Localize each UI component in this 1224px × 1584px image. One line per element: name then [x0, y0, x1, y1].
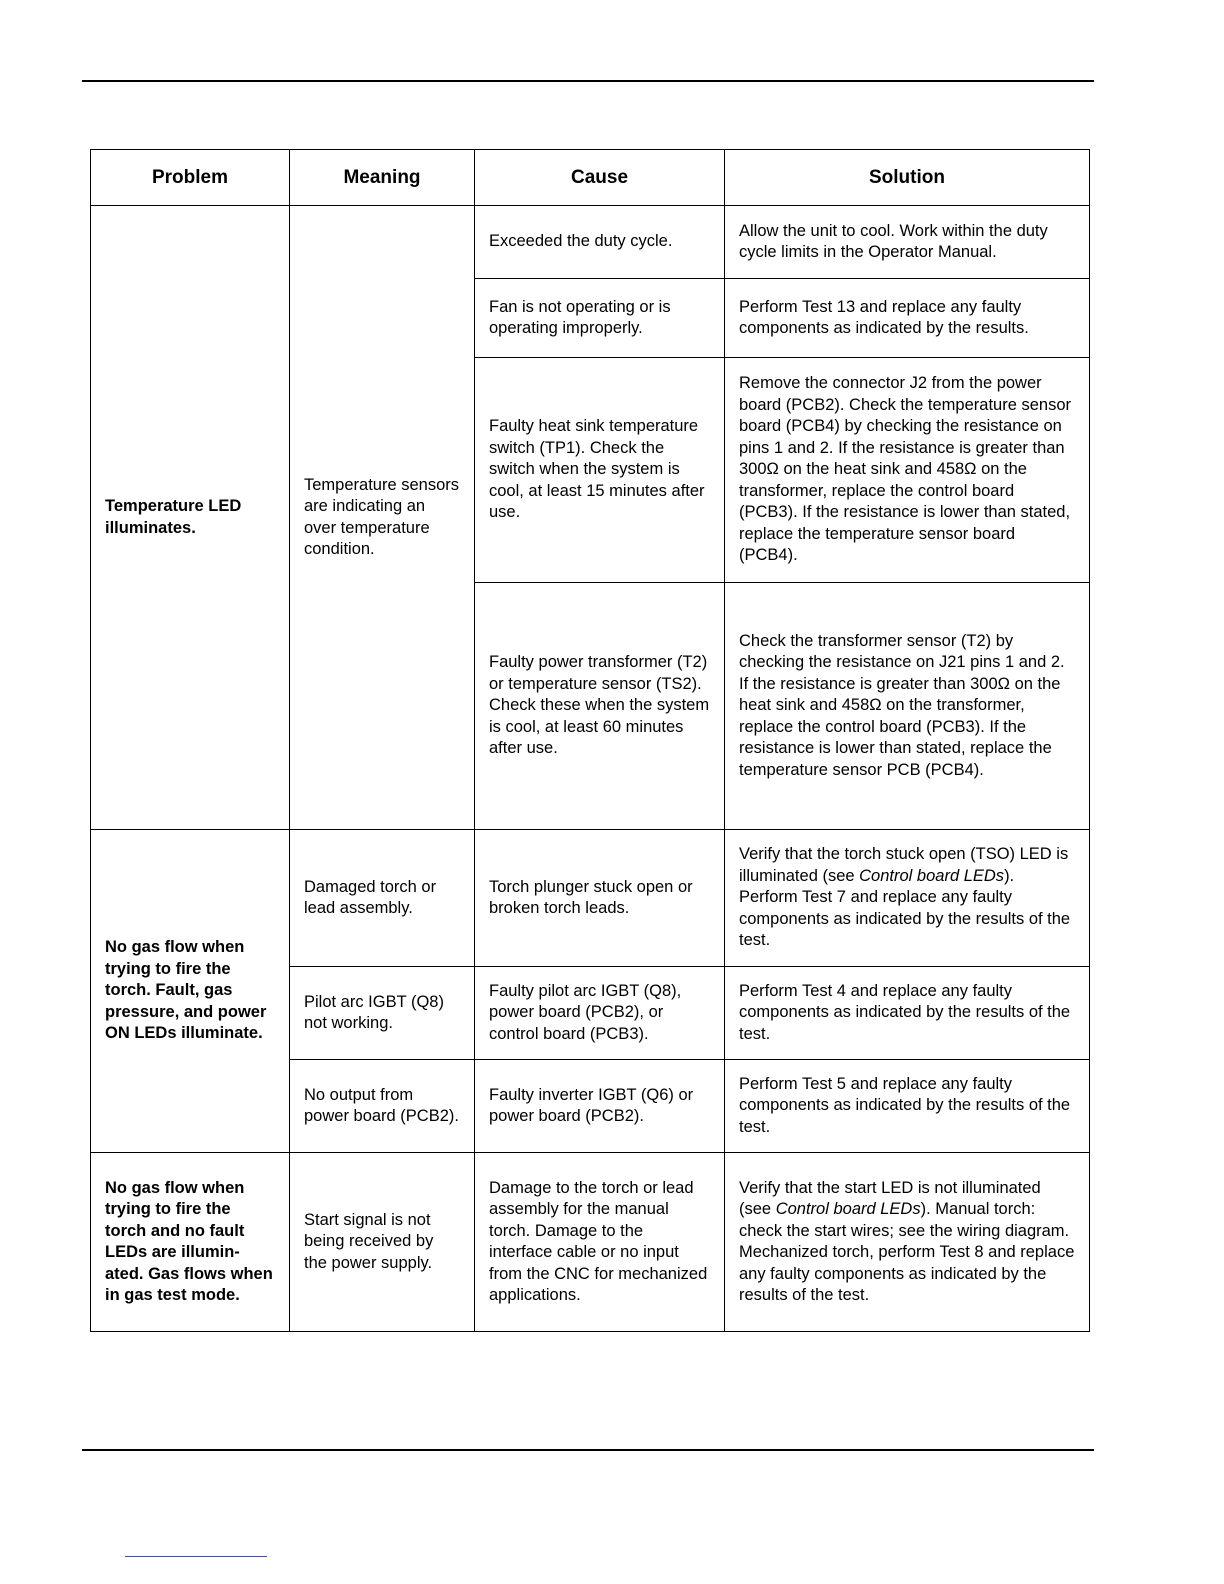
- solution-cell: Remove the connector J2 from the power board (PCB2). Check the temperature sensor board (PCB4) by checking the resistance on pins 1 and 2. If the resistance is greater than 300Ω on the heat sink and 458Ω on the transformer, replace the control board (PCB3). If the resistance is lower than stated, replace the temperature sensor board (PCB4).: [725, 358, 1090, 583]
- solution-cell: [725, 830, 1090, 967]
- solution-cell: Perform Test 13 and replace any faulty components as indicated by the results.: [725, 279, 1090, 358]
- cause-cell: Torch plunger stuck open or broken torch leads.: [475, 830, 725, 967]
- meaning-cell: Start signal is not being received by the power supply.: [290, 1153, 475, 1332]
- troubleshooting-table: [90, 149, 1090, 1332]
- table-row: [91, 1153, 1090, 1332]
- problem-cell: Temperature LED illuminates.: [91, 206, 290, 830]
- cause-cell: Fan is not operating or is operating improperly.: [475, 279, 725, 358]
- header-cause: Cause: [475, 150, 725, 206]
- solution-text: Verify that the start LED is not illuminated (see: [739, 1178, 1041, 1218]
- problem-cell: No gas flow when trying to fire the torch and no fault LEDs are illumin-ated. Gas flows when in gas test mode.: [91, 1153, 290, 1332]
- table-header-row: [91, 150, 1090, 206]
- solution-cell: Perform Test 4 and replace any faulty components as indicated by the results of the test.: [725, 967, 1090, 1060]
- footer-link-underline: [125, 1556, 267, 1557]
- cause-cell: Faulty power transformer (T2) or temperature sensor (TS2). Check these when the system is cool, at least 60 minutes after use.: [475, 583, 725, 830]
- cause-cell: Exceeded the duty cycle.: [475, 206, 725, 279]
- solution-text: ). Perform Test 7 and replace any faulty components as indicated by the results of the test.: [739, 866, 1071, 950]
- table-row: [91, 206, 1090, 279]
- meaning-cell: Damaged torch or lead assembly.: [290, 830, 475, 967]
- header-problem: Problem: [91, 150, 290, 206]
- header-meaning: Meaning: [290, 150, 475, 206]
- footer-rule: [82, 1449, 1094, 1451]
- header-rule: [82, 80, 1094, 82]
- cause-cell: Faulty inverter IGBT (Q6) or power board (PCB2).: [475, 1060, 725, 1153]
- solution-cell: Allow the unit to cool. Work within the duty cycle limits in the Operator Manual.: [725, 206, 1090, 279]
- solution-text: ). Manual torch: check the start wires; see the wiring diagram. Mechanized torch, perform Test 8 and replace any faulty components as indicated by the results of the test.: [739, 1200, 1075, 1304]
- header-solution: Solution: [725, 150, 1090, 206]
- meaning-cell: Temperature sensors are indicating an over temperature condition.: [290, 206, 475, 830]
- meaning-cell: Pilot arc IGBT (Q8) not working.: [290, 967, 475, 1060]
- cause-cell: Faulty heat sink temperature switch (TP1). Check the switch when the system is cool, at least 15 minutes after use.: [475, 358, 725, 583]
- solution-cell: Check the transformer sensor (T2) by checking the resistance on J21 pins 1 and 2. If the resistance is greater than 300Ω on the heat sink and 458Ω on the transformer, replace the control board (PCB3). If the resistance is lower than stated, replace the temperature sensor PCB (PCB4).: [725, 583, 1090, 830]
- solution-cell: Perform Test 5 and replace any faulty components as indicated by the results of the test.: [725, 1060, 1090, 1153]
- problem-cell: No gas flow when trying to fire the torch. Fault, gas pressure, and power ON LEDs illuminate.: [91, 830, 290, 1153]
- solution-reference: Control board LEDs: [859, 866, 1005, 885]
- solution-cell: [725, 1153, 1090, 1332]
- cause-cell: Faulty pilot arc IGBT (Q8), power board (PCB2), or control board (PCB3).: [475, 967, 725, 1060]
- table-row: [91, 830, 1090, 967]
- meaning-cell: No output from power board (PCB2).: [290, 1060, 475, 1153]
- solution-reference: Control board LEDs: [775, 1200, 921, 1218]
- solution-text: Verify that the torch stuck open (TSO) LED is illuminated (see: [739, 845, 1069, 885]
- cause-cell: Damage to the torch or lead assembly for the manual torch. Damage to the interface cable or no input from the CNC for mechanized applications.: [475, 1153, 725, 1332]
